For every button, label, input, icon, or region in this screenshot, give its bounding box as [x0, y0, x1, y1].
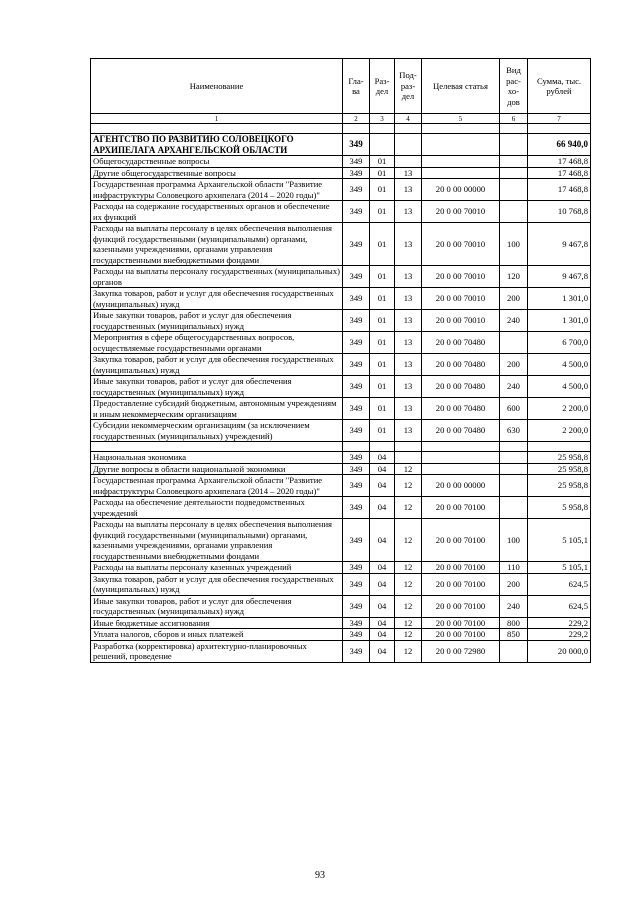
row-subsection: 12: [395, 475, 422, 497]
row-name: Расходы на выплаты персоналу казенных учреждений: [91, 562, 343, 574]
row-expense-type: [500, 640, 528, 662]
row-expense-type: 200: [500, 354, 528, 376]
row-amount: 229,2: [528, 629, 591, 641]
table-row: [91, 640, 591, 662]
row-chapter: 349: [343, 288, 370, 310]
row-chapter: 349: [343, 497, 370, 519]
row-expense-type: [500, 201, 528, 223]
empty-cell: [343, 124, 370, 134]
row-name: Расходы на выплаты персоналу в целях обеспечения выполнения функций государственными (муниципальными) органами, казенными учреждениями, органами управления государственными внебюджетными фондами: [91, 223, 343, 266]
agency-total-row: [91, 134, 591, 156]
row-target-article: 20 0 00 70480: [422, 332, 500, 354]
row-chapter: 349: [343, 617, 370, 629]
row-subsection: 12: [395, 497, 422, 519]
row-chapter: 349: [343, 134, 370, 156]
row-chapter: 349: [343, 167, 370, 179]
row-amount: 9 467,8: [528, 266, 591, 288]
row-target-article: 20 0 00 72980: [422, 640, 500, 662]
row-name: Другие вопросы в области национальной экономики: [91, 463, 343, 475]
row-subsection: [395, 134, 422, 156]
row-section: 04: [370, 573, 395, 595]
row-subsection: 13: [395, 179, 422, 201]
row-subsection: 13: [395, 420, 422, 442]
row-section: 04: [370, 463, 395, 475]
row-expense-type: [500, 452, 528, 464]
row-expense-type: 200: [500, 573, 528, 595]
row-chapter: 349: [343, 452, 370, 464]
empty-cell: [395, 442, 422, 452]
table-row: [91, 595, 591, 617]
row-expense-type: 110: [500, 562, 528, 574]
blank-row: [91, 442, 591, 452]
row-name: Расходы на выплаты персоналу в целях обеспечения выполнения функций государственными (муниципальными) органами, казенными учреждениями, органами управления государственными внебюджетными фондами: [91, 519, 343, 562]
row-subsection: 13: [395, 201, 422, 223]
row-name: Национальная экономика: [91, 452, 343, 464]
empty-cell: [91, 124, 343, 134]
row-section: 01: [370, 167, 395, 179]
row-target-article: [422, 463, 500, 475]
row-amount: 10 768,8: [528, 201, 591, 223]
row-subsection: 13: [395, 332, 422, 354]
row-name: Закупка товаров, работ и услуг для обеспечения государственных (муниципальных) нужд: [91, 288, 343, 310]
table-row: [91, 201, 591, 223]
row-chapter: 349: [343, 376, 370, 398]
column-number: 4: [395, 114, 422, 124]
row-name: Мероприятия в сфере общегосударственных вопросов, осуществляемые государственными органами: [91, 332, 343, 354]
row-target-article: 20 0 00 70100: [422, 595, 500, 617]
row-expense-type: [500, 332, 528, 354]
row-section: 04: [370, 562, 395, 574]
row-target-article: 20 0 00 70480: [422, 398, 500, 420]
column-numbers-row: [91, 114, 591, 124]
row-subsection: 12: [395, 629, 422, 641]
row-name: Расходы на выплаты персоналу государственных (муниципальных) органов: [91, 266, 343, 288]
row-name: Иные закупки товаров, работ и услуг для обеспечения государственных (муниципальных) нужд: [91, 595, 343, 617]
column-number: 3: [370, 114, 395, 124]
row-section: 01: [370, 201, 395, 223]
row-expense-type: [500, 463, 528, 475]
row-section: 04: [370, 475, 395, 497]
row-section: 01: [370, 354, 395, 376]
row-expense-type: [500, 179, 528, 201]
row-amount: 2 200,0: [528, 420, 591, 442]
row-subsection: 13: [395, 398, 422, 420]
row-amount: 4 500,0: [528, 376, 591, 398]
empty-cell: [422, 442, 500, 452]
row-target-article: [422, 452, 500, 464]
row-section: 04: [370, 617, 395, 629]
column-number: 1: [91, 114, 343, 124]
row-section: 01: [370, 179, 395, 201]
row-target-article: 20 0 00 70010: [422, 223, 500, 266]
row-expense-type: 120: [500, 266, 528, 288]
row-section: [370, 134, 395, 156]
row-chapter: 349: [343, 595, 370, 617]
table-row: [91, 475, 591, 497]
row-amount: 6 700,0: [528, 332, 591, 354]
row-name: Субсидии некоммерческим организациям (за исключением государственных (муниципальных) учреждений): [91, 420, 343, 442]
row-amount: 5 105,1: [528, 562, 591, 574]
row-amount: 20 000,0: [528, 640, 591, 662]
row-subsection: 13: [395, 167, 422, 179]
blank-row: [91, 124, 591, 134]
empty-cell: [91, 442, 343, 452]
empty-cell: [370, 442, 395, 452]
row-amount: 229,2: [528, 617, 591, 629]
row-target-article: [422, 134, 500, 156]
row-expense-type: 800: [500, 617, 528, 629]
row-target-article: 20 0 00 70480: [422, 376, 500, 398]
row-section: 01: [370, 156, 395, 168]
row-amount: 25 958,8: [528, 475, 591, 497]
row-subsection: 12: [395, 519, 422, 562]
empty-cell: [422, 124, 500, 134]
table-row: [91, 376, 591, 398]
row-chapter: 349: [343, 223, 370, 266]
row-section: 04: [370, 640, 395, 662]
row-chapter: 349: [343, 201, 370, 223]
row-target-article: 20 0 00 70010: [422, 310, 500, 332]
row-target-article: 20 0 00 70010: [422, 266, 500, 288]
row-target-article: [422, 156, 500, 168]
table-body: [91, 124, 591, 663]
row-expense-type: [500, 156, 528, 168]
row-chapter: 349: [343, 310, 370, 332]
row-subsection: 12: [395, 595, 422, 617]
row-target-article: 20 0 00 70010: [422, 201, 500, 223]
row-name: Расходы на обеспечение деятельности подведомственных учреждений: [91, 497, 343, 519]
row-amount: 624,5: [528, 595, 591, 617]
row-target-article: 20 0 00 00000: [422, 475, 500, 497]
row-chapter: 349: [343, 562, 370, 574]
table-row: [91, 463, 591, 475]
header-subsection: Под-раз-дел: [395, 59, 422, 114]
row-name: Общегосударственные вопросы: [91, 156, 343, 168]
empty-cell: [370, 124, 395, 134]
row-target-article: 20 0 00 70010: [422, 288, 500, 310]
table-row: [91, 519, 591, 562]
row-chapter: 349: [343, 573, 370, 595]
empty-cell: [395, 124, 422, 134]
table-row: [91, 617, 591, 629]
table-row: [91, 223, 591, 266]
row-subsection: 13: [395, 354, 422, 376]
empty-cell: [528, 442, 591, 452]
column-number: 6: [500, 114, 528, 124]
row-amount: 1 301,0: [528, 310, 591, 332]
row-amount: 4 500,0: [528, 354, 591, 376]
row-chapter: 349: [343, 156, 370, 168]
row-subsection: [395, 156, 422, 168]
row-section: 01: [370, 332, 395, 354]
row-chapter: 349: [343, 519, 370, 562]
row-name: Уплата налогов, сборов и иных платежей: [91, 629, 343, 641]
table-row: [91, 288, 591, 310]
row-subsection: 13: [395, 288, 422, 310]
row-subsection: 12: [395, 617, 422, 629]
column-number: 5: [422, 114, 500, 124]
row-chapter: 349: [343, 266, 370, 288]
table-row: [91, 398, 591, 420]
row-subsection: 12: [395, 640, 422, 662]
row-expense-type: 850: [500, 629, 528, 641]
row-name: Разработка (корректировка) архитектурно-планировочных решений, проведение: [91, 640, 343, 662]
budget-table: [90, 58, 591, 663]
row-target-article: [422, 167, 500, 179]
row-expense-type: [500, 475, 528, 497]
row-chapter: 349: [343, 179, 370, 201]
row-amount: 5 105,1: [528, 519, 591, 562]
row-target-article: 20 0 00 70480: [422, 420, 500, 442]
header-target: Целевая статья: [422, 59, 500, 114]
row-section: 04: [370, 629, 395, 641]
table-row: [91, 266, 591, 288]
page-number: 93: [315, 870, 325, 881]
table-row: [91, 179, 591, 201]
header-row: [91, 59, 591, 114]
row-target-article: 20 0 00 70100: [422, 617, 500, 629]
row-amount: 2 200,0: [528, 398, 591, 420]
row-chapter: 349: [343, 398, 370, 420]
row-name: Предоставление субсидий бюджетным, автономным учреждениям и иным некоммерческим организациям: [91, 398, 343, 420]
row-expense-type: [500, 134, 528, 156]
empty-cell: [343, 442, 370, 452]
row-name: Расходы на содержание государственных органов и обеспечение их функций: [91, 201, 343, 223]
row-expense-type: 240: [500, 310, 528, 332]
row-subsection: 13: [395, 266, 422, 288]
table-row: [91, 573, 591, 595]
row-chapter: 349: [343, 475, 370, 497]
column-number: 2: [343, 114, 370, 124]
row-section: 04: [370, 595, 395, 617]
empty-cell: [500, 124, 528, 134]
row-expense-type: 100: [500, 223, 528, 266]
row-section: 01: [370, 310, 395, 332]
column-number: 7: [528, 114, 591, 124]
row-amount: 9 467,8: [528, 223, 591, 266]
row-chapter: 349: [343, 629, 370, 641]
row-amount: 25 958,8: [528, 463, 591, 475]
row-subsection: 12: [395, 562, 422, 574]
table-row: [91, 332, 591, 354]
empty-cell: [500, 442, 528, 452]
table-row: [91, 310, 591, 332]
row-expense-type: 600: [500, 398, 528, 420]
table-row: [91, 497, 591, 519]
row-name: Другие общегосударственные вопросы: [91, 167, 343, 179]
row-name: Иные закупки товаров, работ и услуг для обеспечения государственных (муниципальных) нужд: [91, 376, 343, 398]
row-subsection: 12: [395, 463, 422, 475]
row-amount: 17 468,8: [528, 156, 591, 168]
row-section: 01: [370, 288, 395, 310]
row-target-article: 20 0 00 70480: [422, 354, 500, 376]
row-section: 01: [370, 420, 395, 442]
row-name: Закупка товаров, работ и услуг для обеспечения государственных (муниципальных) нужд: [91, 573, 343, 595]
row-subsection: 13: [395, 223, 422, 266]
row-name: АГЕНТСТВО ПО РАЗВИТИЮ СОЛОВЕЦКОГО АРХИПЕЛАГА АРХАНГЕЛЬСКОЙ ОБЛАСТИ: [91, 134, 343, 156]
row-name: Закупка товаров, работ и услуг для обеспечения государственных (муниципальных) нужд: [91, 354, 343, 376]
row-chapter: 349: [343, 332, 370, 354]
table-row: [91, 562, 591, 574]
table-row: [91, 420, 591, 442]
row-target-article: 20 0 00 00000: [422, 179, 500, 201]
row-target-article: 20 0 00 70100: [422, 562, 500, 574]
row-name: Иные бюджетные ассигнования: [91, 617, 343, 629]
row-expense-type: 100: [500, 519, 528, 562]
header-expense-type: Вид рас-хо-дов: [500, 59, 528, 114]
row-expense-type: 240: [500, 595, 528, 617]
table-row: [91, 156, 591, 168]
empty-cell: [528, 124, 591, 134]
row-section: 01: [370, 376, 395, 398]
header-amount: Сумма, тыс. рублей: [528, 59, 591, 114]
header-name: Наименование: [91, 59, 343, 114]
row-target-article: 20 0 00 70100: [422, 629, 500, 641]
row-target-article: 20 0 00 70100: [422, 519, 500, 562]
row-amount: 25 958,8: [528, 452, 591, 464]
row-amount: 624,5: [528, 573, 591, 595]
row-name: Иные закупки товаров, работ и услуг для обеспечения государственных (муниципальных) нужд: [91, 310, 343, 332]
row-amount: 17 468,8: [528, 167, 591, 179]
row-target-article: 20 0 00 70100: [422, 497, 500, 519]
row-section: 01: [370, 398, 395, 420]
row-section: 01: [370, 223, 395, 266]
row-chapter: 349: [343, 354, 370, 376]
table-row: [91, 452, 591, 464]
row-section: 04: [370, 519, 395, 562]
row-section: 04: [370, 452, 395, 464]
row-expense-type: 200: [500, 288, 528, 310]
header-section: Раз-дел: [370, 59, 395, 114]
row-name: Государственная программа Архангельской области "Развитие инфраструктуры Соловецкого архипелага (2014 – 2020 годы)": [91, 475, 343, 497]
table-row: [91, 629, 591, 641]
row-expense-type: [500, 497, 528, 519]
header-chapter: Гла-ва: [343, 59, 370, 114]
row-amount: 5 958,8: [528, 497, 591, 519]
row-amount: 66 940,0: [528, 134, 591, 156]
row-name: Государственная программа Архангельской области "Развитие инфраструктуры Соловецкого архипелага (2014 – 2020 годы)": [91, 179, 343, 201]
row-section: 04: [370, 497, 395, 519]
row-target-article: 20 0 00 70100: [422, 573, 500, 595]
row-chapter: 349: [343, 640, 370, 662]
row-chapter: 349: [343, 463, 370, 475]
row-expense-type: 630: [500, 420, 528, 442]
row-amount: 1 301,0: [528, 288, 591, 310]
row-amount: 17 468,8: [528, 179, 591, 201]
row-subsection: 13: [395, 376, 422, 398]
row-subsection: 13: [395, 310, 422, 332]
row-subsection: [395, 452, 422, 464]
row-subsection: 12: [395, 573, 422, 595]
row-expense-type: 240: [500, 376, 528, 398]
row-section: 01: [370, 266, 395, 288]
row-expense-type: [500, 167, 528, 179]
table-row: [91, 354, 591, 376]
row-chapter: 349: [343, 420, 370, 442]
table-row: [91, 167, 591, 179]
